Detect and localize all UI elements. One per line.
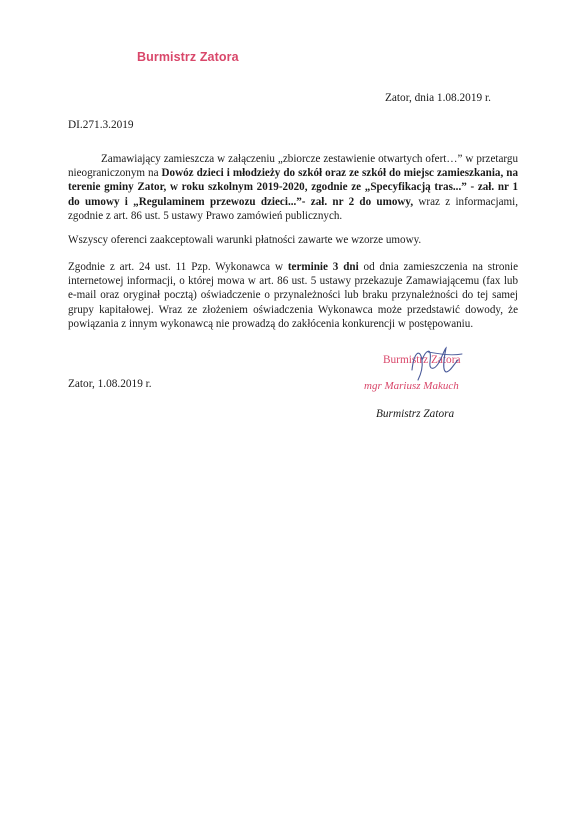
- signature-stamp-title: Burmistrz Zatora: [383, 354, 461, 366]
- handwritten-signature: [400, 340, 470, 384]
- paragraph-text: Zgodnie z art. 24 ust. 11 Pzp. Wykonawca w: [68, 261, 288, 273]
- paragraph-announcement: [68, 152, 518, 223]
- signature-stamp-name: mgr Mariusz Makuch: [364, 380, 459, 392]
- paragraph-declaration: [68, 260, 518, 331]
- paragraph-text: od dnia zamieszczenia na stronie internetowej informacji, o której mowa w art. 86 ust. 5 ustawy przekazuje Zamawiającemu (fax lub e-mail oraz oryginał pocztą) oświadczenie o przynależności lub braku przynależności do tej samej grupy kapitałowej. Wraz ze złożeniem oświadczenia Wykonawca może przedstawić dowody, że powiązania z innym wykonawcą nie prowadzą do zakłócenia konkurencji w postępowaniu.: [68, 261, 519, 330]
- signatory-role: Burmistrz Zatora: [376, 408, 455, 420]
- paragraph-text: wraz z informacjami, zgodnie z art. 86 ust. 5 ustawy Prawo zamówień publicznych.: [68, 195, 518, 222]
- tender-subject: Dowóz dzieci i młodzieży do szkół oraz ze szkół do miejsc zamieszkania, na terenie gminy Zator, w roku szkolnym 2019-2020, zgodnie ze „Specyfikacją tras...” - zał. nr 1 do umowy i „Regulaminem przewozu dzieci...”- zał. nr 2 do umowy,: [68, 167, 519, 208]
- paragraph-payment-terms: Wszyscy oferenci zaakceptowali warunki płatności zawarte we wzorze umowy.: [68, 234, 422, 246]
- footer-date: Zator, 1.08.2019 r.: [68, 378, 152, 390]
- reference-number: DI.271.3.2019: [68, 119, 134, 131]
- deadline: terminie 3 dni: [287, 261, 359, 273]
- header-stamp: Burmistrz Zatora: [137, 50, 239, 64]
- paragraph-text: Zamawiający zamieszcza w załączeniu „zbiorcze zestawienie otwartych ofert…” w przetargu nieograniczonym na: [68, 153, 518, 180]
- place-date: Zator, dnia 1.08.2019 r.: [385, 92, 491, 104]
